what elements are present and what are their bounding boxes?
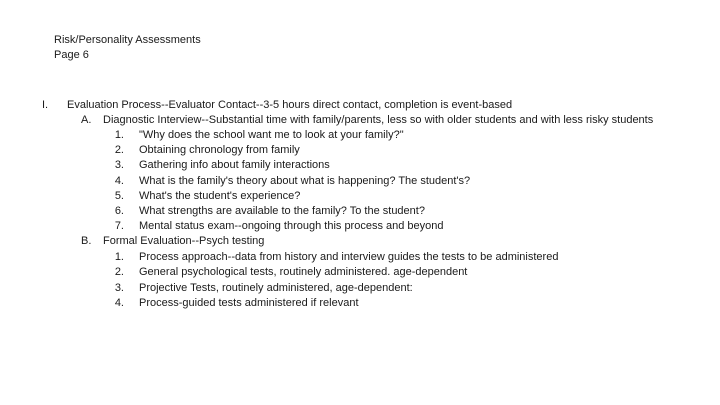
list-item-marker: 6. — [114, 205, 124, 217]
subsection-heading: Formal Evaluation--Psych testing — [103, 235, 265, 247]
section-marker: I. — [42, 99, 49, 111]
page-header — [54, 33, 201, 63]
subsection-marker: B. — [81, 235, 92, 247]
list-item: Obtaining chronology from family — [139, 144, 300, 156]
list-item: Projective Tests, routinely administered, age-dependent: — [139, 282, 413, 294]
section-heading: Evaluation Process--Evaluator Contact--3-5 hours direct contact, completion is event-based — [67, 99, 513, 111]
list-item-marker: 3. — [114, 159, 124, 171]
list-item-marker: 2. — [114, 266, 124, 278]
list-item-marker: 1. — [114, 129, 124, 141]
list-item: What is the family's theory about what is happening? The student's? — [139, 175, 471, 187]
list-item: "Why does the school want me to look at your family?" — [139, 129, 404, 141]
list-item-marker: 1. — [114, 251, 124, 263]
list-item: Mental status exam--ongoing through this process and beyond — [139, 220, 444, 232]
list-item-marker: 5. — [114, 190, 124, 202]
list-item-marker: 4. — [114, 297, 124, 309]
list-item-marker: 2. — [114, 144, 124, 156]
list-item-marker: 3. — [114, 282, 124, 294]
subsection-heading: Diagnostic Interview--Substantial time with family/parents, less so with older students and with less risky students — [103, 114, 654, 126]
list-item: Process-guided tests administered if relevant — [139, 297, 359, 309]
subsection-marker: A. — [81, 114, 92, 126]
list-item: Gathering info about family interactions — [139, 159, 330, 171]
list-item: What strengths are available to the family? To the student? — [139, 205, 425, 217]
list-item-marker: 4. — [114, 175, 124, 187]
list-item: Process approach--data from history and interview guides the tests to be administered — [139, 251, 559, 263]
list-item-marker: 7. — [114, 220, 124, 232]
list-item: What's the student's experience? — [139, 190, 301, 202]
page-number: Page 6 — [54, 49, 89, 61]
document-title: Risk/Personality Assessments — [54, 34, 201, 46]
list-item: General psychological tests, routinely administered. age-dependent — [139, 266, 468, 278]
